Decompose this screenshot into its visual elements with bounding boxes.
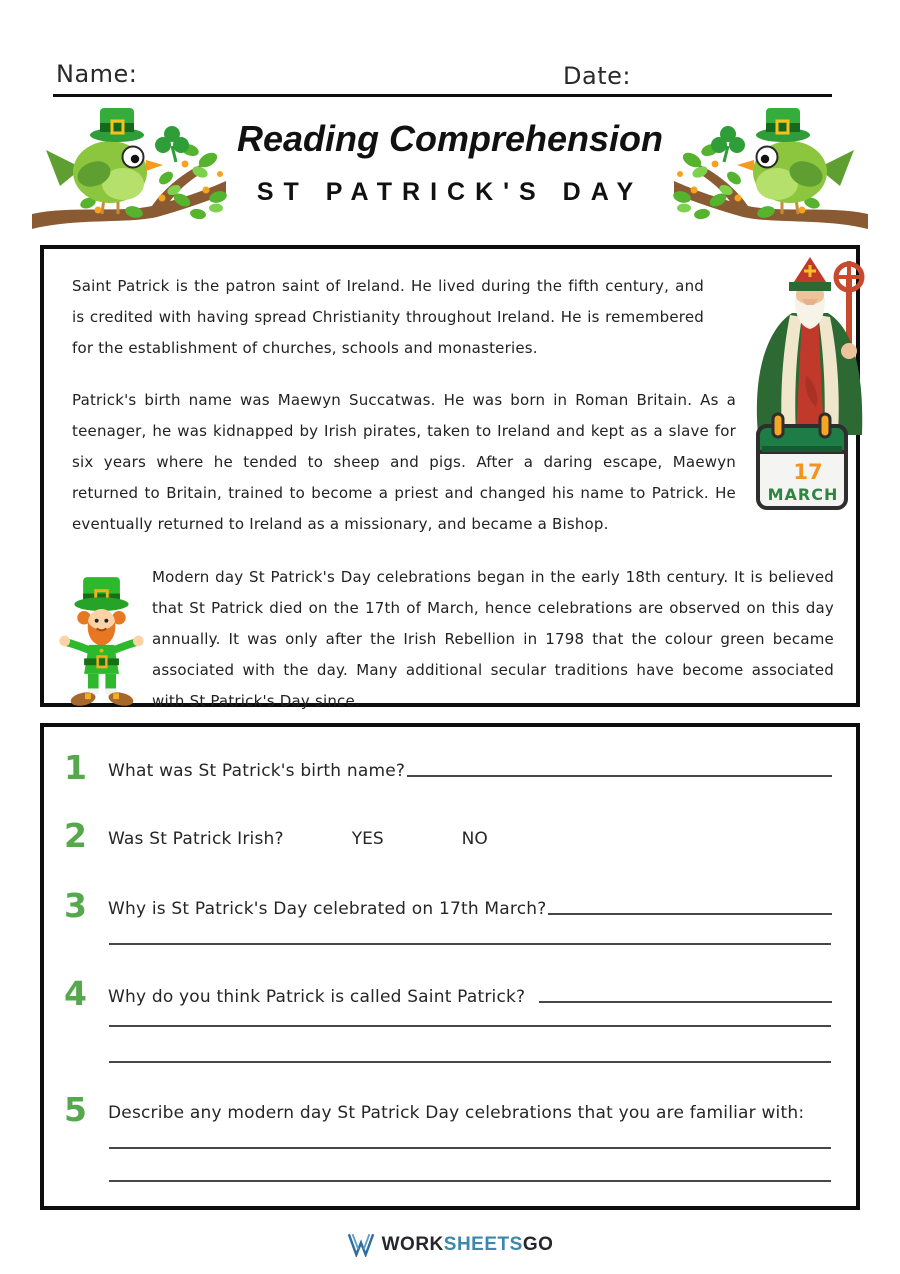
passage-paragraph-3: Modern day St Patrick's Day celebrations began in the early 18th century. It is believed that St Patrick died on the 17th of March, hence celebrations are observed on this day annually. It was only after the Irish Rebellion in 1798 that the colour green became associated with the day. Many additional secular traditions have become associated with St Patrick's Day since. [152,568,834,710]
question-number: 1 [64,748,87,787]
worksheetsgo-w-icon [347,1232,375,1257]
brand-text-sheets: SHEETS [443,1233,523,1255]
question-row-5 [64,1090,832,1129]
option-yes[interactable]: YES [351,829,384,849]
question-number: 3 [64,886,87,925]
calendar-march-17-icon [754,412,850,512]
brand-text-work: WORK [381,1233,444,1255]
questions-box [40,723,860,1210]
answer-line[interactable] [109,1025,831,1027]
question-text: Why do you think Patrick is called Saint Patrick? [108,987,526,1007]
answer-line[interactable] [109,1180,831,1182]
answer-line[interactable] [109,943,831,945]
passage-paragraph-2: Patrick's birth name was Maewyn Succatwas. He was born in Roman Britain. As a teenager, he was kidnapped by Irish pirates, taken to Ireland and kept as a slave for six years where he tended to sheep and pigs. After a daring escape, Maewyn returned to Britain, trained to become a priest and changed his name to Patrick. He eventually returned to Ireland as a missionary, and became a Bishop. [72,391,736,533]
passage-paragraph-1: Saint Patrick is the patron saint of Ireland. He lived during the fifth century, and is credited with having spread Christianity throughout Ireland. He is remembered for the establishment of churches, schools and monasteries. [72,277,704,357]
worksheet-subtitle: ST PATRICK'S DAY [256,178,644,206]
question-row-1 [64,748,832,787]
answer-line[interactable] [407,757,832,777]
option-no[interactable]: NO [461,829,488,849]
saint-patrick-icon [744,255,878,437]
question-number: 5 [64,1090,87,1129]
brand-wordmark [382,1234,554,1256]
worksheet-title: Reading Comprehension [236,118,664,159]
calendar-month: MARCH [767,485,839,504]
answer-line[interactable] [109,1147,831,1149]
leprechaun-icon [56,573,148,709]
question-text: What was St Patrick's birth name? [108,761,406,781]
name-date-writing-line[interactable] [53,94,832,97]
brand-text-go: GO [522,1233,554,1255]
question-number: 2 [64,816,87,855]
date-field-label: Date: [563,62,631,90]
reading-passage-box [40,245,860,710]
question-row-2 [64,816,832,855]
calendar-day: 17 [793,460,823,484]
question-row-4 [64,974,832,1013]
name-field-label: Name: [56,60,138,88]
footer-logo [0,1232,900,1257]
question-number: 4 [64,974,87,1013]
question-row-3 [64,886,832,925]
question-text: Why is St Patrick's Day celebrated on 17th March? [108,899,547,919]
question-text: Was St Patrick Irish? [108,829,284,849]
answer-line[interactable] [109,1061,831,1063]
answer-line[interactable] [539,983,832,1003]
question-text: Describe any modern day St Patrick Day celebrations that you are familiar with: [108,1103,805,1123]
answer-line[interactable] [548,895,832,915]
